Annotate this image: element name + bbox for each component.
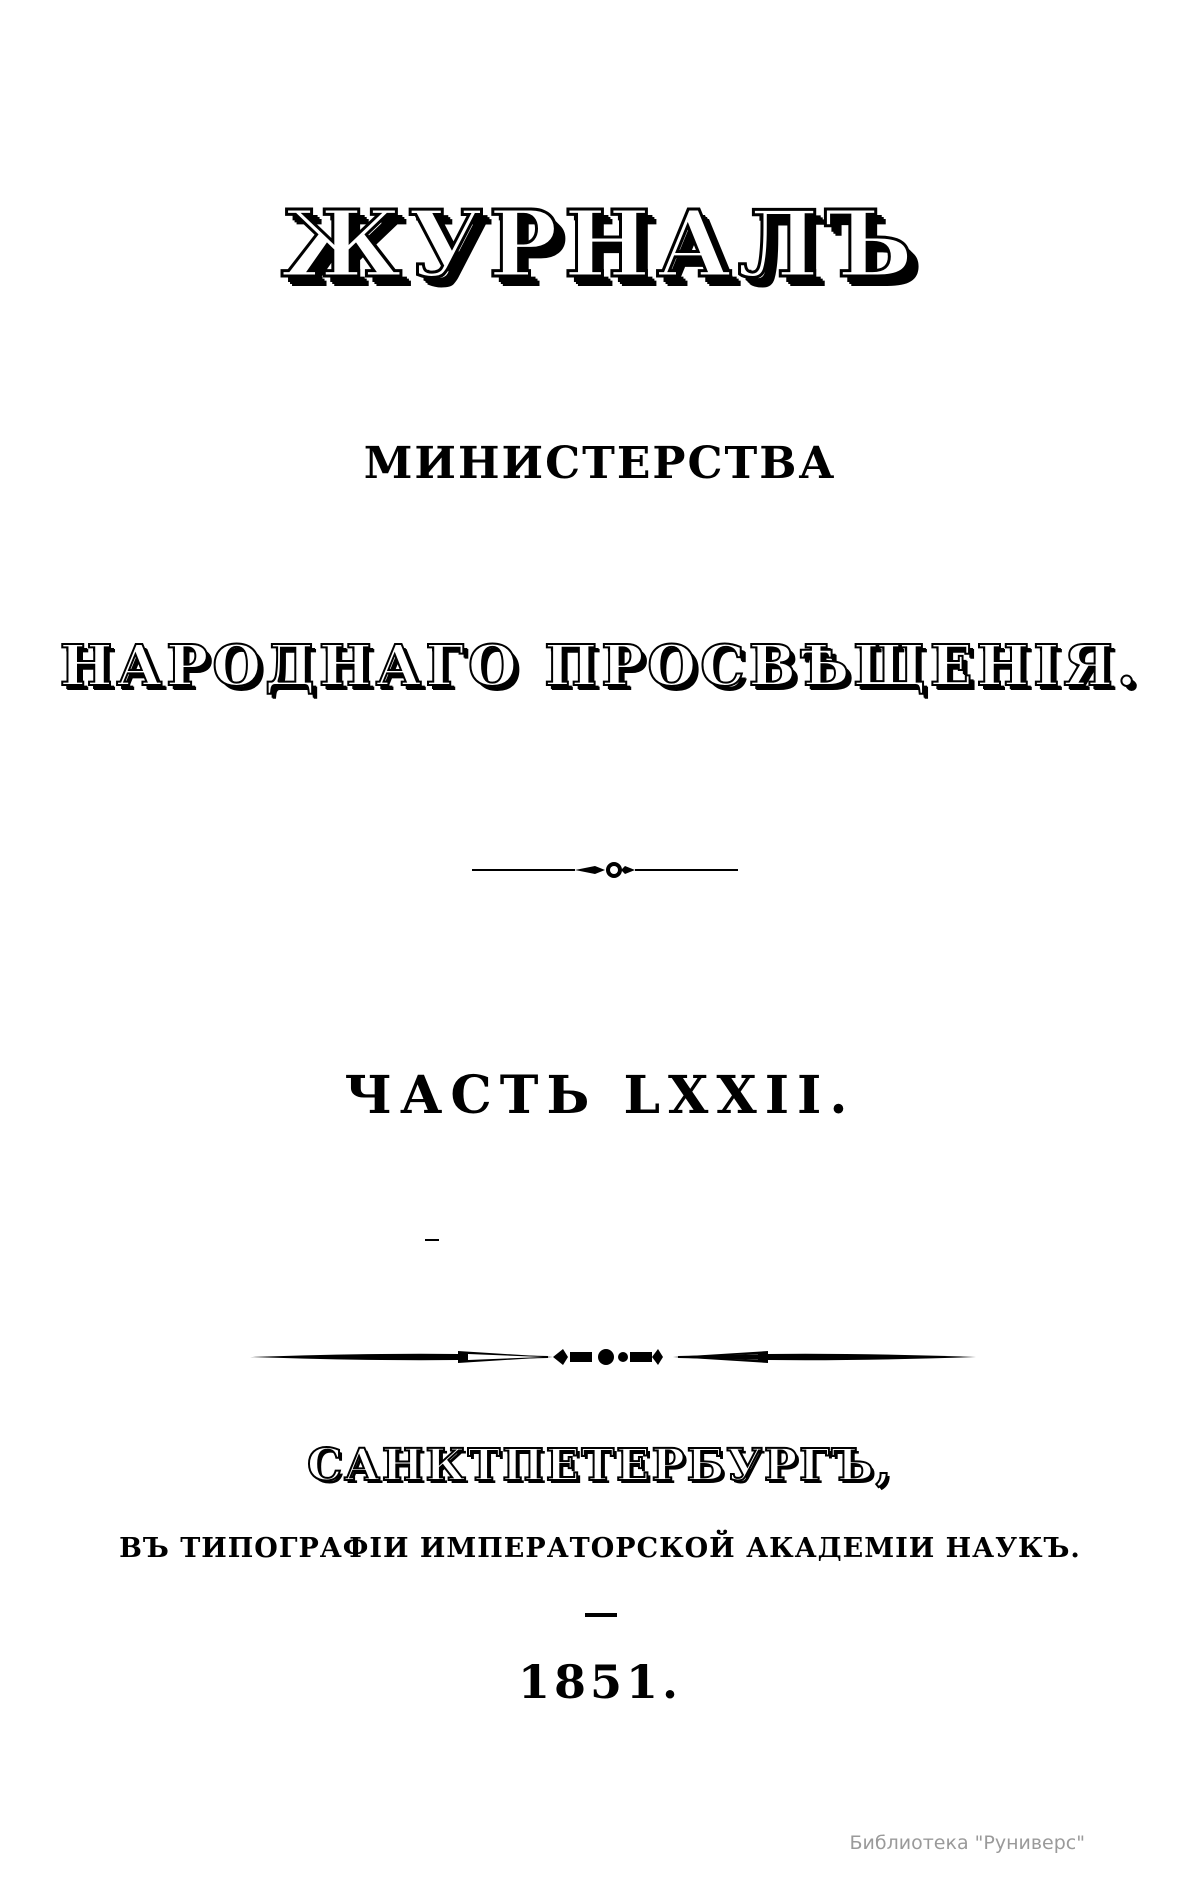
library-watermark: Библиотека "Руниверс": [849, 1832, 1085, 1854]
printer-imprint: ВЪ ТИПОГРАФІИ ИМПЕРАТОРСКОЙ АКАДЕМІИ НАУКЪ.: [119, 1533, 1081, 1564]
subtitle-education: НАРОДНАГО ПРОСВѢЩЕНІЯ.: [59, 633, 1141, 699]
ornament-divider-top: [470, 860, 740, 880]
separator-dash: [585, 1613, 617, 1617]
dash-mark: [425, 1238, 439, 1242]
publication-year: 1851.: [517, 1655, 683, 1709]
journal-title: ЖУРНАЛЪ: [281, 190, 919, 298]
city-name: САНКТПЕТЕРБУРГЪ,: [307, 1440, 893, 1491]
subtitle-ministry: МИНИСТЕРСТВА: [363, 438, 837, 489]
volume-part: ЧАСТЬ LXXII.: [344, 1065, 856, 1126]
ornament-divider-bottom: [248, 1345, 978, 1369]
